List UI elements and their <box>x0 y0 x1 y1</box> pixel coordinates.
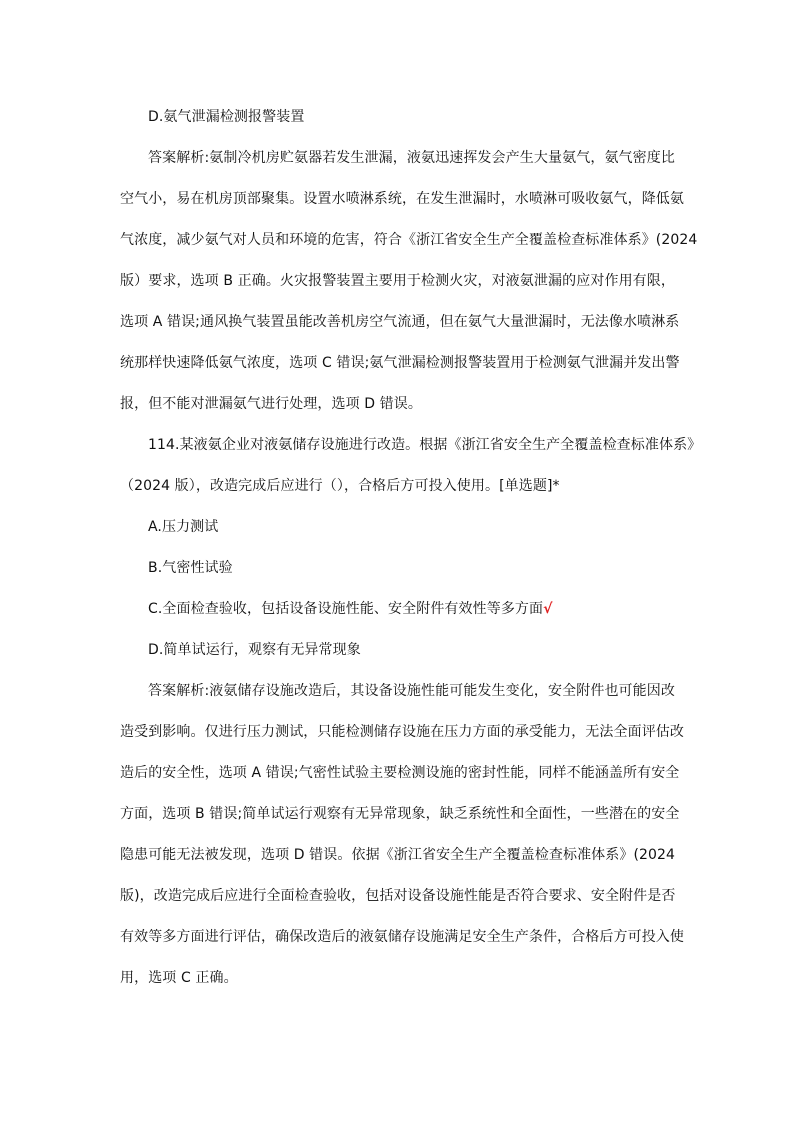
correct-check-icon: √ <box>543 601 553 617</box>
prev-analysis-line: 报，但不能对泄漏氨气进行处理，选项 D 错误。 <box>120 396 422 412</box>
prev-analysis-line: 版）要求，选项 B 正确。火灾报警装置主要用于检测火灾，对液氨泄漏的应对作用有限， <box>120 273 675 289</box>
question-114-analysis-line: 造后的安全性，选项 A 错误;气密性试验主要检测设施的密封性能，同样不能涵盖所有安全 <box>120 765 680 781</box>
prev-analysis-line: 气浓度，减少氨气对人员和环境的危害，符合《浙江省安全生产全覆盖检查标准体系》(2024 <box>120 232 698 248</box>
question-114-option-a: A.压力测试 <box>148 519 219 535</box>
question-114-option-c <box>120 589 675 630</box>
prev-analysis-line: 选项 A 错误;通风换气装置虽能改善机房空气流通，但在氨气大量泄漏时，无法像水喷淋系 <box>120 314 680 330</box>
question-114-option-b: B.气密性试验 <box>148 560 233 576</box>
document-content <box>120 97 702 999</box>
question-114-analysis-line: 版)，改造完成后应进行全面检查验收，包括对设备设施性能是否符合要求、安全附件是否 <box>120 888 676 904</box>
question-114-analysis-line: 用，选项 C 正确。 <box>120 970 238 986</box>
question-114-analysis-line: 有效等多方面进行评估，确保改造后的液氨储存设施满足安全生产条件，合格后方可投入使 <box>120 929 684 945</box>
question-114-analysis-line: 答案解析:液氨储存设施改造后，其设备设施性能可能发生变化，安全附件也可能因改 <box>148 683 675 699</box>
prev-analysis-line: 空气小，易在机房顶部聚集。设置水喷淋系统，在发生泄漏时，水喷淋可吸收氨气，降低氨 <box>120 191 684 207</box>
question-114-analysis-line: 方面，选项 B 错误;简单试运行观察有无异常现象，缺乏系统性和全面性，一些潜在的安全 <box>120 806 680 822</box>
prev-analysis-line: 统那样快速降低氨气浓度，选项 C 错误;氨气泄漏检测报警装置用于检测氨气泄漏并发出警 <box>120 355 680 371</box>
question-114-analysis-line: 隐患可能无法被发现，选项 D 错误。依据《浙江省安全生产全覆盖检查标准体系》(2024 <box>120 847 676 863</box>
prev-analysis-line: 答案解析:氨制冷机房贮氨器若发生泄漏，液氨迅速挥发会产生大量氨气，氨气密度比 <box>148 150 675 166</box>
question-114-analysis-line: 造受到影响。仅进行压力测试，只能检测储存设施在压力方面的承受能力，无法全面评估改 <box>120 724 684 740</box>
option-c-text: C.全面检查验收，包括设备设施性能、安全附件有效性等多方面 <box>148 601 544 617</box>
question-114-stem: 114.某液氨企业对液氨储存设施进行改造。根据《浙江省安全生产全覆盖检查标准体系》 <box>148 437 702 453</box>
question-114-stem: （2024 版），改造完成后应进行（），合格后方可投入使用。[单选题]* <box>120 478 560 494</box>
question-114-option-d: D.简单试运行，观察有无异常现象 <box>148 642 361 658</box>
prev-option-d: D.氨气泄漏检测报警装置 <box>148 109 305 125</box>
